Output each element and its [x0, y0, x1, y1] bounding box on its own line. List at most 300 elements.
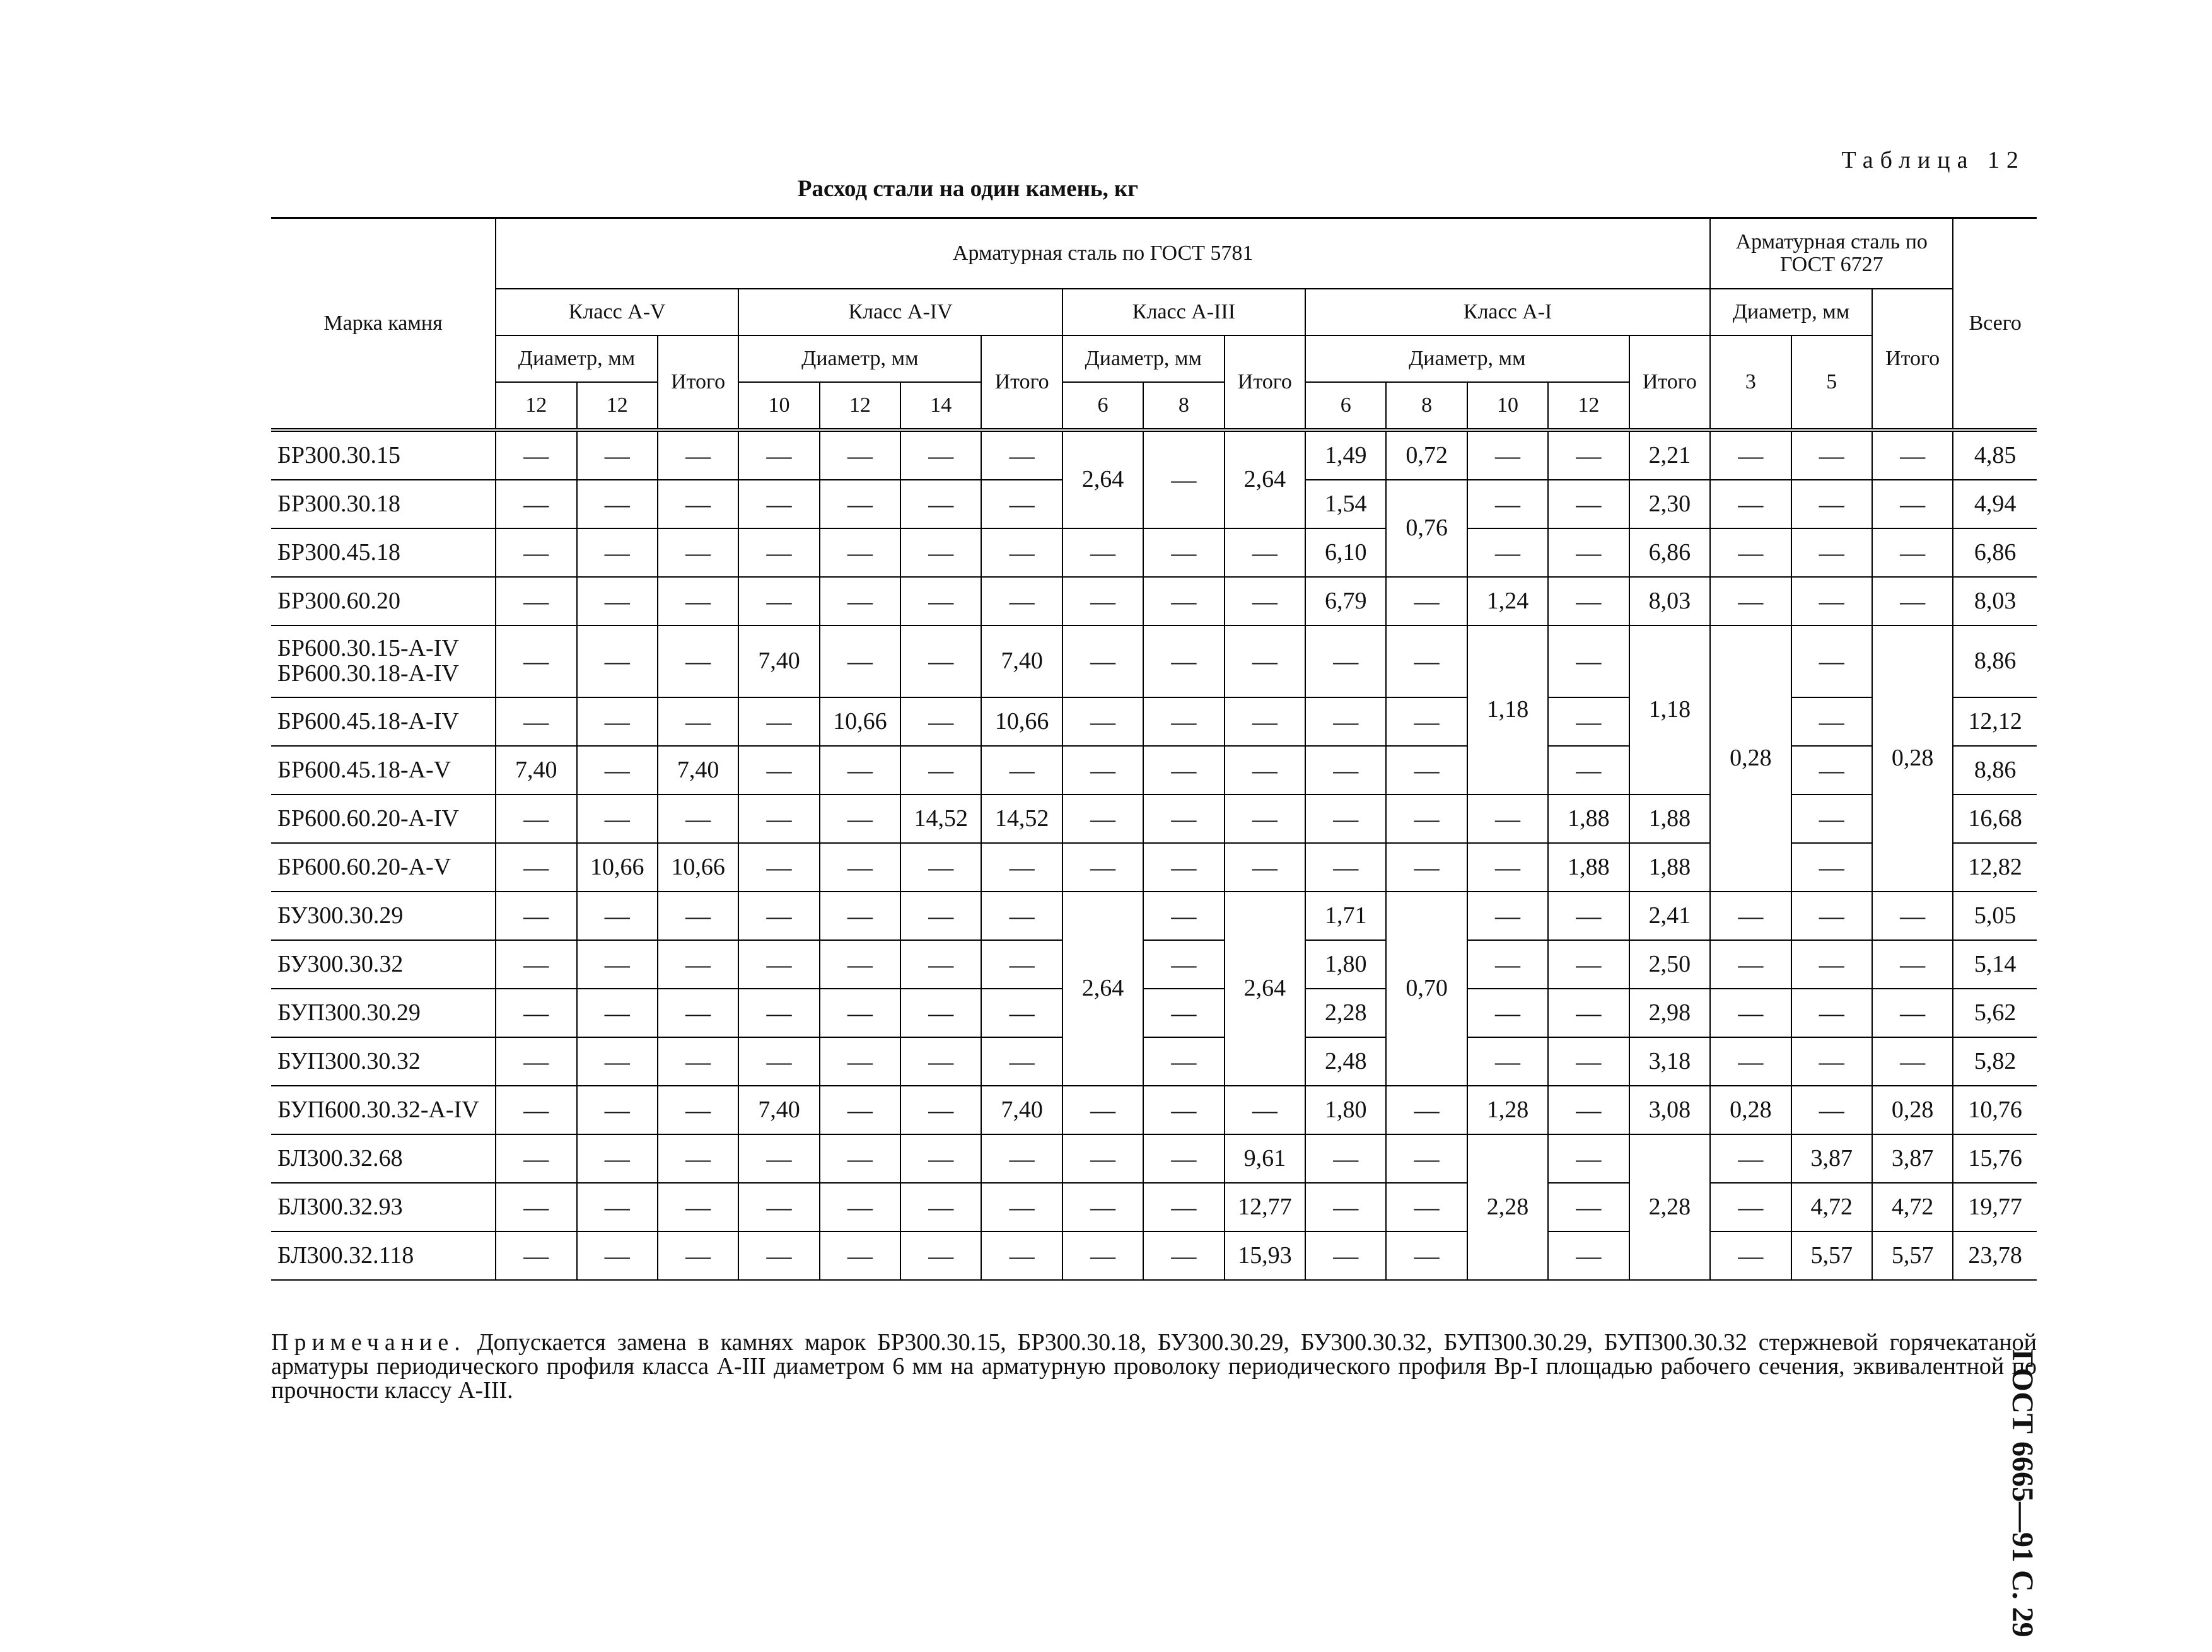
table-cell: — [496, 940, 576, 989]
table-cell: — [1143, 1086, 1224, 1134]
header-d-aiii-6: 6 [1062, 382, 1143, 430]
table-cell: — [1872, 430, 1953, 480]
table-cell: 1,24 [1467, 577, 1548, 625]
table-cell: 19,77 [1953, 1183, 2037, 1231]
table-row [271, 577, 2037, 625]
table-cell: — [1548, 892, 1629, 940]
table-cell: 3,87 [1872, 1134, 1953, 1183]
table-cell: — [1710, 480, 1791, 528]
table-cell: — [1710, 577, 1791, 625]
table-cell: — [658, 697, 738, 746]
table-cell: — [738, 1037, 819, 1086]
table-cell: — [577, 1134, 658, 1183]
table-cell: — [738, 989, 819, 1037]
table-cell: — [1305, 794, 1386, 843]
header-d-ai-6: 6 [1305, 382, 1386, 430]
table-row [271, 625, 2037, 697]
table-cell: — [658, 1231, 738, 1280]
table-cell: — [738, 430, 819, 480]
table-cell: — [1872, 577, 1953, 625]
table-row [271, 528, 2037, 577]
table-cell: — [1791, 843, 1872, 892]
table-cell: — [1225, 697, 1305, 746]
table-cell: — [1386, 1231, 1467, 1280]
header-diameter-av: Диаметр, мм [496, 335, 658, 382]
table-cell: — [1548, 480, 1629, 528]
table-cell: — [1225, 528, 1305, 577]
table-cell: 5,05 [1953, 892, 2037, 940]
header-class-aiii: Класс А-III [1062, 289, 1305, 335]
table-cell: — [577, 940, 658, 989]
table-cell: — [981, 892, 1062, 940]
table-cell: 2,21 [1629, 430, 1711, 480]
table-cell: — [820, 892, 900, 940]
table-cell: — [1143, 892, 1224, 940]
table-cell: — [900, 1086, 981, 1134]
table-cell: — [820, 843, 900, 892]
table-cell: — [900, 940, 981, 989]
table-cell: — [1548, 1134, 1629, 1183]
table-cell: — [1062, 1231, 1143, 1280]
table-cell: — [1305, 625, 1386, 697]
table-cell: — [1710, 1134, 1791, 1183]
table-cell: — [1548, 940, 1629, 989]
table-row [271, 1086, 2037, 1134]
header-diameter-6727: Диаметр, мм [1710, 289, 1872, 335]
table-cell: — [658, 892, 738, 940]
table-cell: — [981, 577, 1062, 625]
table-cell: — [1791, 577, 1872, 625]
table-cell: — [981, 1037, 1062, 1086]
table-cell: — [1305, 843, 1386, 892]
table-cell: — [1143, 430, 1224, 528]
table-cell: 1,88 [1548, 843, 1629, 892]
table-cell: 14,52 [981, 794, 1062, 843]
table-cell: — [1791, 528, 1872, 577]
table-cell: 2,98 [1629, 989, 1711, 1037]
stone-mark: БР300.60.20 [271, 577, 496, 625]
stone-mark: БР600.60.20-А-IV [271, 794, 496, 843]
table-cell: 2,41 [1629, 892, 1711, 940]
table-cell: 7,40 [738, 625, 819, 697]
table-cell: — [981, 1134, 1062, 1183]
table-cell: — [1548, 1037, 1629, 1086]
table-cell: — [1548, 1231, 1629, 1280]
table-cell: 1,80 [1305, 1086, 1386, 1134]
table-cell: — [1710, 430, 1791, 480]
table-cell: — [1305, 697, 1386, 746]
table-cell: — [820, 528, 900, 577]
table-cell: — [1872, 528, 1953, 577]
table-cell: 2,30 [1629, 480, 1711, 528]
table-cell: — [1791, 1037, 1872, 1086]
table-cell: — [1710, 1231, 1791, 1280]
stone-mark: БР300.30.18 [271, 480, 496, 528]
table-cell: — [900, 577, 981, 625]
header-d-ai-12: 12 [1548, 382, 1629, 430]
table-cell: 12,12 [1953, 697, 2037, 746]
stone-mark: БР600.60.20-А-V [271, 843, 496, 892]
table-cell: 1,28 [1467, 1086, 1548, 1134]
table-cell: 0,28 [1872, 1086, 1953, 1134]
table-cell: 7,40 [981, 625, 1062, 697]
table-cell: — [1467, 430, 1548, 480]
table-cell: 2,64 [1062, 892, 1143, 1086]
table-cell: — [1143, 794, 1224, 843]
table-cell: — [1791, 480, 1872, 528]
table-cell: — [658, 940, 738, 989]
table-cell: 1,88 [1629, 794, 1711, 843]
table-cell: — [981, 430, 1062, 480]
table-cell: — [820, 577, 900, 625]
table-cell: — [900, 989, 981, 1037]
table-cell: — [658, 1037, 738, 1086]
table-cell: — [1548, 746, 1629, 794]
table-cell: — [496, 577, 576, 625]
table-cell: — [1062, 746, 1143, 794]
table-cell: — [577, 892, 658, 940]
table-cell: — [820, 1086, 900, 1134]
table-cell: — [981, 746, 1062, 794]
table-cell: 2,28 [1467, 1134, 1548, 1280]
table-cell: — [1467, 892, 1548, 940]
table-cell: 1,18 [1629, 625, 1711, 794]
table-cell: 3,08 [1629, 1086, 1711, 1134]
table-cell: — [658, 625, 738, 697]
table-cell: 1,88 [1629, 843, 1711, 892]
table-cell: — [1548, 1183, 1629, 1231]
table-cell: — [1225, 794, 1305, 843]
header-gost5781: Арматурная сталь по ГОСТ 5781 [496, 218, 1710, 289]
table-cell: 15,93 [1225, 1231, 1305, 1280]
table-cell: 2,50 [1629, 940, 1711, 989]
table-cell: — [1062, 843, 1143, 892]
note-text: Допускается замена в камнях марок БР300.30.15, БР300.30.18, БУ300.30.29, БУ300.30.32, БУП300.30.29, БУП300.30.32 стержневой горячекатаной арматуры периодического профиля класса А-III диаметром 6 мм на арматурную проволоку периодического профиля Вр-I площадью рабочего сечения, эквивалентной по прочности классу А-III. [271, 1329, 2037, 1404]
table-cell: — [1791, 940, 1872, 989]
table-cell: — [1548, 577, 1629, 625]
table-cell: — [1386, 746, 1467, 794]
table-cell: 7,40 [658, 746, 738, 794]
table-cell: — [658, 1086, 738, 1134]
stone-mark: БЛ300.32.68 [271, 1134, 496, 1183]
table-cell: — [981, 480, 1062, 528]
table-cell: — [981, 1183, 1062, 1231]
table-cell: — [981, 1231, 1062, 1280]
table-cell: 6,86 [1629, 528, 1711, 577]
header-d-ai-8: 8 [1386, 382, 1467, 430]
table-cell: 14,52 [900, 794, 981, 843]
table-row [271, 430, 2037, 480]
table-cell: 9,61 [1225, 1134, 1305, 1183]
table-cell: 1,54 [1305, 480, 1386, 528]
table-cell: — [1143, 1037, 1224, 1086]
table-row [271, 1134, 2037, 1183]
table-cell: — [1791, 625, 1872, 697]
table-cell: — [1710, 989, 1791, 1037]
table-cell: 8,86 [1953, 746, 2037, 794]
table-cell: — [1062, 1183, 1143, 1231]
table-row [271, 989, 2037, 1037]
table-cell: 16,68 [1953, 794, 2037, 843]
table-cell: 12,77 [1225, 1183, 1305, 1231]
table-cell: — [1143, 697, 1224, 746]
header-d-aiii-8: 8 [1143, 382, 1224, 430]
table-body [271, 430, 2037, 1280]
header-gost6727: Арматурная сталь по ГОСТ 6727 [1710, 218, 1953, 289]
table-cell: — [658, 989, 738, 1037]
header-class-ai: Класс А-I [1305, 289, 1710, 335]
table-cell: — [900, 697, 981, 746]
table-cell: — [577, 697, 658, 746]
table-cell: 10,66 [577, 843, 658, 892]
table-cell: — [577, 794, 658, 843]
table-cell: — [900, 843, 981, 892]
table-cell: — [1143, 577, 1224, 625]
table-cell: — [1062, 1134, 1143, 1183]
table-row [271, 1231, 2037, 1280]
table-cell: — [820, 430, 900, 480]
table-cell: — [1143, 625, 1224, 697]
table-cell: — [1386, 794, 1467, 843]
table-cell: 6,86 [1953, 528, 2037, 577]
stone-mark: БР600.45.18-А-IV [271, 697, 496, 746]
table-cell: — [981, 528, 1062, 577]
header-d-av-12b: 12 [577, 382, 658, 430]
table-cell: 2,64 [1062, 430, 1143, 528]
table-cell: — [820, 940, 900, 989]
table-cell: 23,78 [1953, 1231, 2037, 1280]
table-cell: 5,82 [1953, 1037, 2037, 1086]
header-itogo-ai: Итого [1629, 335, 1711, 430]
table-cell: — [1872, 892, 1953, 940]
table-cell: — [658, 794, 738, 843]
table-cell: — [900, 528, 981, 577]
page-side-reference: ГОСТ 6665—91 С. 29 [2006, 1349, 2039, 1637]
table-cell: — [1386, 577, 1467, 625]
table-cell: — [1143, 1231, 1224, 1280]
table-cell: — [820, 1183, 900, 1231]
table-row [271, 940, 2037, 989]
table-cell: — [1143, 1183, 1224, 1231]
table-cell: — [738, 577, 819, 625]
header-class-av: Класс А-V [496, 289, 738, 335]
table-cell: 0,76 [1386, 480, 1467, 577]
header-itogo-aiv: Итого [981, 335, 1062, 430]
table-cell: — [1225, 625, 1305, 697]
table-cell: — [981, 989, 1062, 1037]
table-cell: — [1872, 989, 1953, 1037]
header-d-aiv-12: 12 [820, 382, 900, 430]
table-cell: — [820, 1231, 900, 1280]
table-cell: — [496, 1134, 576, 1183]
table-cell: — [1225, 1086, 1305, 1134]
table-cell: — [820, 480, 900, 528]
table-cell: 10,66 [658, 843, 738, 892]
table-cell: — [1710, 1183, 1791, 1231]
table-cell: 1,71 [1305, 892, 1386, 940]
header-itogo-6727: Итого [1872, 289, 1953, 430]
table-cell: — [1791, 697, 1872, 746]
table-cell: — [1467, 989, 1548, 1037]
table-cell: 4,72 [1791, 1183, 1872, 1231]
table-cell: 2,28 [1629, 1134, 1711, 1280]
table-cell: — [738, 746, 819, 794]
table-cell: — [900, 625, 981, 697]
table-cell: — [1305, 1134, 1386, 1183]
table-cell: — [1305, 1231, 1386, 1280]
table-cell: — [1225, 577, 1305, 625]
table-cell: 6,10 [1305, 528, 1386, 577]
table-cell: — [1710, 1037, 1791, 1086]
table-cell: 4,94 [1953, 480, 2037, 528]
table-cell: 0,28 [1710, 625, 1791, 892]
table-cell: — [1548, 989, 1629, 1037]
table-cell: — [820, 1037, 900, 1086]
table-cell: — [1791, 989, 1872, 1037]
table-cell: — [577, 1037, 658, 1086]
table-cell: — [738, 940, 819, 989]
table-row [271, 892, 2037, 940]
header-d-ai-10: 10 [1467, 382, 1548, 430]
table-cell: 5,62 [1953, 989, 2037, 1037]
table-cell: — [577, 577, 658, 625]
table-cell: — [1467, 843, 1548, 892]
table-cell: — [1791, 430, 1872, 480]
stone-mark: БУ300.30.32 [271, 940, 496, 989]
table-cell: — [496, 843, 576, 892]
table-cell: — [738, 1231, 819, 1280]
table-cell: — [900, 892, 981, 940]
table-cell: — [1548, 528, 1629, 577]
table-cell: — [1386, 1086, 1467, 1134]
table-cell: 1,88 [1548, 794, 1629, 843]
table-cell: — [496, 989, 576, 1037]
table-cell: — [1062, 794, 1143, 843]
table-cell: — [496, 528, 576, 577]
table-cell: — [981, 940, 1062, 989]
table-cell: — [1386, 1134, 1467, 1183]
header-class-aiv: Класс А-IV [738, 289, 1062, 335]
table-cell: — [496, 480, 576, 528]
table-cell: 0,28 [1872, 625, 1953, 892]
table-cell: — [1467, 1037, 1548, 1086]
table-cell: — [1143, 940, 1224, 989]
table-cell: — [1143, 528, 1224, 577]
table-cell: — [900, 1231, 981, 1280]
stone-mark: БУ300.30.29 [271, 892, 496, 940]
table-cell: — [496, 892, 576, 940]
table-number-label: Таблица 12 [1841, 147, 2025, 173]
table-cell: 15,76 [1953, 1134, 2037, 1183]
table-cell: — [1791, 746, 1872, 794]
header-diameter-aiii: Диаметр, мм [1062, 335, 1225, 382]
table-cell: — [738, 480, 819, 528]
stone-mark: БУП300.30.29 [271, 989, 496, 1037]
table-cell: 10,66 [981, 697, 1062, 746]
table-row [271, 1183, 2037, 1231]
stone-mark: БУП600.30.32-А-IV [271, 1086, 496, 1134]
table-cell: — [738, 1134, 819, 1183]
table-cell: — [1791, 794, 1872, 843]
table-cell: 7,40 [738, 1086, 819, 1134]
table-cell: 10,66 [820, 697, 900, 746]
table-cell: — [577, 1231, 658, 1280]
table-cell: — [577, 989, 658, 1037]
table-cell: 7,40 [496, 746, 576, 794]
stone-mark: БР600.30.15-А-IV БР600.30.18-А-IV [271, 625, 496, 697]
table-cell: — [1548, 430, 1629, 480]
table-cell: — [738, 794, 819, 843]
table-cell: — [1143, 1134, 1224, 1183]
table-cell: — [577, 1183, 658, 1231]
table-cell: — [1467, 794, 1548, 843]
stone-mark: БР600.45.18-А-V [271, 746, 496, 794]
table-cell: — [1872, 480, 1953, 528]
table-cell: — [1386, 843, 1467, 892]
table-cell: — [577, 746, 658, 794]
table-cell: — [577, 430, 658, 480]
table-cell: 8,03 [1953, 577, 2037, 625]
table-cell: — [1062, 1086, 1143, 1134]
table-cell: — [1143, 746, 1224, 794]
table-cell: — [1710, 892, 1791, 940]
header-total: Всего [1953, 218, 2037, 431]
table-cell: 12,82 [1953, 843, 2037, 892]
table-cell: 2,48 [1305, 1037, 1386, 1086]
table-cell: — [496, 430, 576, 480]
table-cell: — [1548, 697, 1629, 746]
header-d-av-12a: 12 [496, 382, 576, 430]
table-cell: 5,14 [1953, 940, 2037, 989]
table-cell: — [496, 1037, 576, 1086]
table-cell: — [577, 528, 658, 577]
table-cell: — [900, 1134, 981, 1183]
table-cell: 2,28 [1305, 989, 1386, 1037]
header-d-aiv-10: 10 [738, 382, 819, 430]
table-cell: — [658, 430, 738, 480]
table-cell: — [1710, 528, 1791, 577]
header-d-5: 5 [1791, 335, 1872, 430]
table-cell: — [577, 480, 658, 528]
table-cell: — [658, 577, 738, 625]
table-cell: — [900, 1183, 981, 1231]
table-cell: 0,70 [1386, 892, 1467, 1086]
table-row [271, 1037, 2037, 1086]
table-cell: — [1062, 528, 1143, 577]
table-cell: — [900, 1037, 981, 1086]
header-mark: Марка камня [271, 218, 496, 431]
table-cell: 2,64 [1225, 892, 1305, 1086]
stone-mark: БР300.45.18 [271, 528, 496, 577]
table-cell: — [658, 1183, 738, 1231]
table-cell: — [900, 430, 981, 480]
header-d-aiv-14: 14 [900, 382, 981, 430]
table-cell: — [738, 1183, 819, 1231]
table-cell: 1,18 [1467, 625, 1548, 794]
table-cell: — [496, 625, 576, 697]
header-itogo-aiii: Итого [1225, 335, 1305, 430]
table-cell: — [738, 892, 819, 940]
header-diameter-aiv: Диаметр, мм [738, 335, 981, 382]
table-cell: — [820, 989, 900, 1037]
table-cell: — [738, 697, 819, 746]
table-cell: 2,64 [1225, 430, 1305, 528]
table-cell: — [1386, 697, 1467, 746]
stone-mark: БЛ300.32.118 [271, 1231, 496, 1280]
table-cell: 8,86 [1953, 625, 2037, 697]
table-cell: — [496, 697, 576, 746]
table-note [271, 1330, 2037, 1402]
